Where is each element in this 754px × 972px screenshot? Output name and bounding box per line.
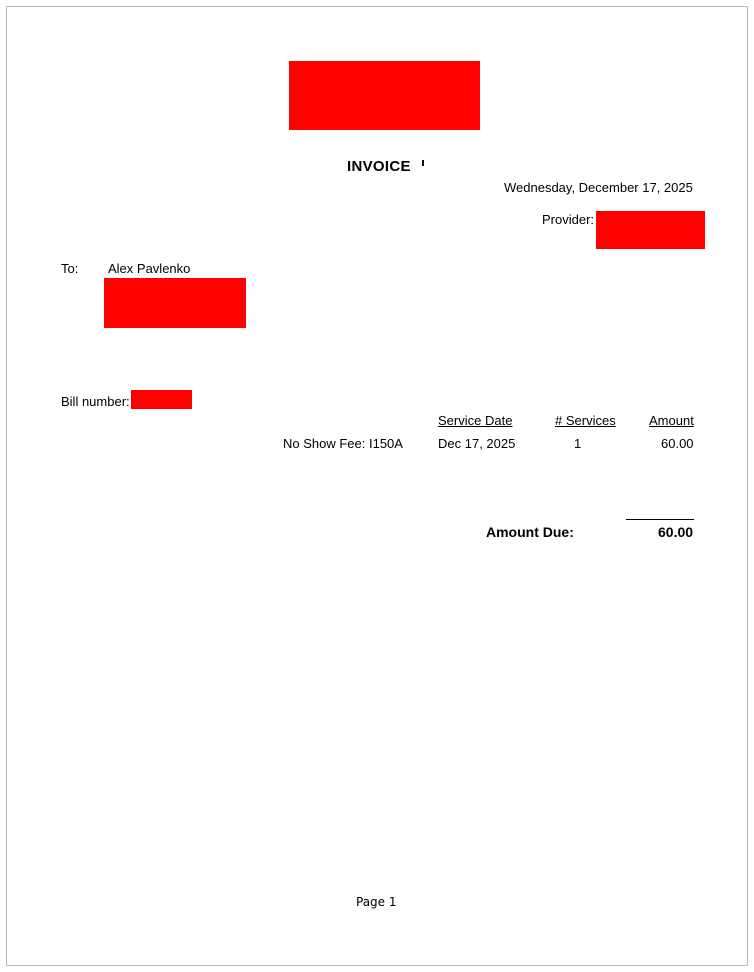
redacted-provider <box>596 211 705 249</box>
column-header-services: # Services <box>555 413 616 428</box>
line-item-amount: 60.00 <box>661 436 694 451</box>
invoice-title: INVOICE <box>347 158 411 175</box>
to-label: To: <box>61 261 79 276</box>
total-rule <box>626 519 694 520</box>
title-tick-mark <box>422 160 424 166</box>
line-item-service-date: Dec 17, 2025 <box>438 436 516 451</box>
amount-due-label: Amount Due: <box>486 524 574 540</box>
line-item-description: No Show Fee: I150A <box>283 436 403 451</box>
redacted-recipient-address <box>104 278 246 328</box>
provider-label: Provider: <box>542 212 595 227</box>
recipient-name: Alex Pavlenko <box>108 261 191 276</box>
redacted-bill-number <box>131 390 192 409</box>
column-header-amount: Amount <box>649 413 694 428</box>
amount-due-value: 60.00 <box>658 524 694 540</box>
column-header-service-date: Service Date <box>438 413 513 428</box>
bill-number-label: Bill number: <box>61 394 130 409</box>
line-item-services: 1 <box>574 436 582 451</box>
page-number: Page 1 <box>356 895 397 909</box>
invoice-date: Wednesday, December 17, 2025 <box>504 180 693 195</box>
redacted-logo <box>289 61 480 130</box>
invoice-page <box>6 6 748 966</box>
